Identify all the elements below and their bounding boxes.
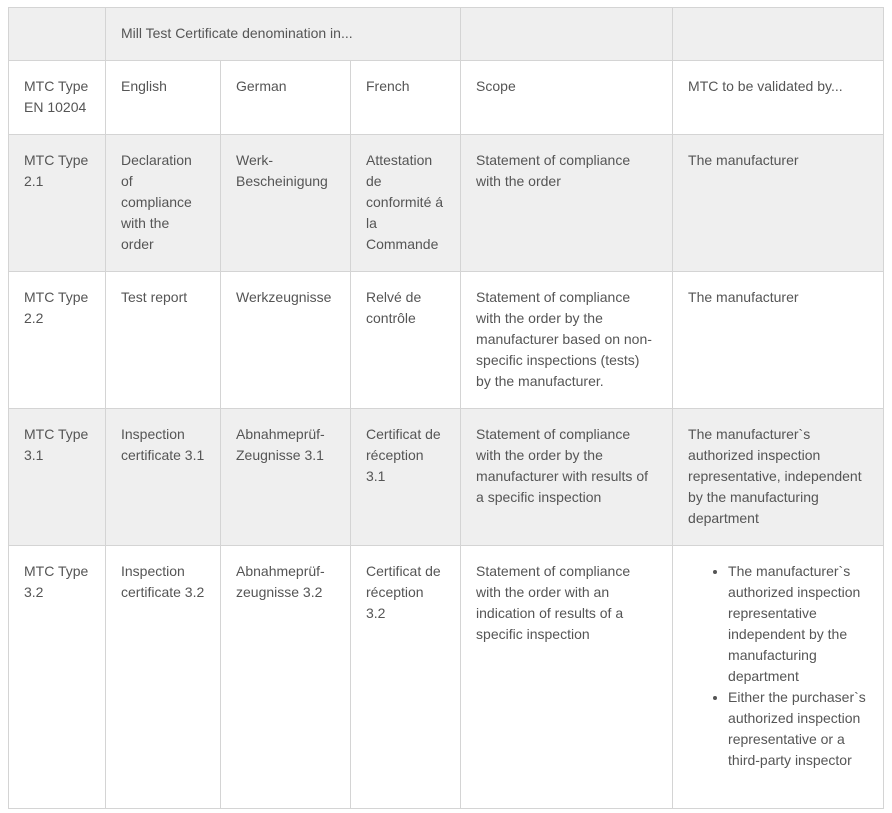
cell-french: Attestation de conformité á la Commande: [351, 135, 461, 272]
cell-type: MTC Type 2.2: [9, 272, 106, 409]
cell-english: Declaration of compliance with the order: [106, 135, 221, 272]
header-empty-cell: [9, 8, 106, 61]
cell-german: Werk-Bescheinigung: [221, 135, 351, 272]
table-row: [9, 409, 884, 546]
table-row: [9, 546, 884, 809]
cell-english: Test report: [106, 272, 221, 409]
cell-type: MTC Type 3.1: [9, 409, 106, 546]
cell-scope: Statement of compliance with the order: [461, 135, 673, 272]
column-header-type: MTC Type EN 10204: [9, 61, 106, 135]
header-empty-cell: [461, 8, 673, 61]
cell-french: Relvé de contrôle: [351, 272, 461, 409]
cell-type: MTC Type 3.2: [9, 546, 106, 809]
cell-german: Abnahmeprüf-Zeugnisse 3.1: [221, 409, 351, 546]
cell-validated-by: The manufacturer`s authorized inspection representative, independent by the manufacturing department: [673, 409, 884, 546]
cell-french: Certificat de réception 3.2: [351, 546, 461, 809]
cell-scope: Statement of compliance with the order by the manufacturer with results of a specific inspection: [461, 409, 673, 546]
cell-german: Abnahmeprüf-zeugnisse 3.2: [221, 546, 351, 809]
header-denomination-cell: Mill Test Certificate denomination in...: [106, 8, 461, 61]
table-row: [9, 135, 884, 272]
cell-validated-by: The manufacturer: [673, 272, 884, 409]
table-row: [9, 272, 884, 409]
cell-english: Inspection certificate 3.1: [106, 409, 221, 546]
column-header-validated-by: MTC to be validated by...: [673, 61, 884, 135]
column-header-scope: Scope: [461, 61, 673, 135]
table-header-row-columns: [9, 61, 884, 135]
validator-list-item: • The manufacturer`s authorized inspection representative independent by the manufacturing department: [728, 561, 868, 687]
cell-scope: Statement of compliance with the order with an indication of results of a specific inspection: [461, 546, 673, 809]
cell-type: MTC Type 2.1: [9, 135, 106, 272]
cell-english: Inspection certificate 3.2: [106, 546, 221, 809]
cell-validated-by: [673, 546, 884, 809]
cell-french: Certificat de réception 3.1: [351, 409, 461, 546]
validator-list-item: • Either the purchaser`s authorized inspection representative or a third-party inspector: [728, 687, 868, 771]
mtc-table: [8, 7, 884, 809]
table-header-row-denomination: [9, 8, 884, 61]
header-empty-cell: [673, 8, 884, 61]
column-header-english: English: [106, 61, 221, 135]
cell-validated-by: The manufacturer: [673, 135, 884, 272]
validator-list: [688, 561, 868, 771]
cell-german: Werkzeugnisse: [221, 272, 351, 409]
column-header-german: German: [221, 61, 351, 135]
cell-scope: Statement of compliance with the order by the manufacturer based on non-specific inspections (tests) by the manufacturer.: [461, 272, 673, 409]
column-header-french: French: [351, 61, 461, 135]
